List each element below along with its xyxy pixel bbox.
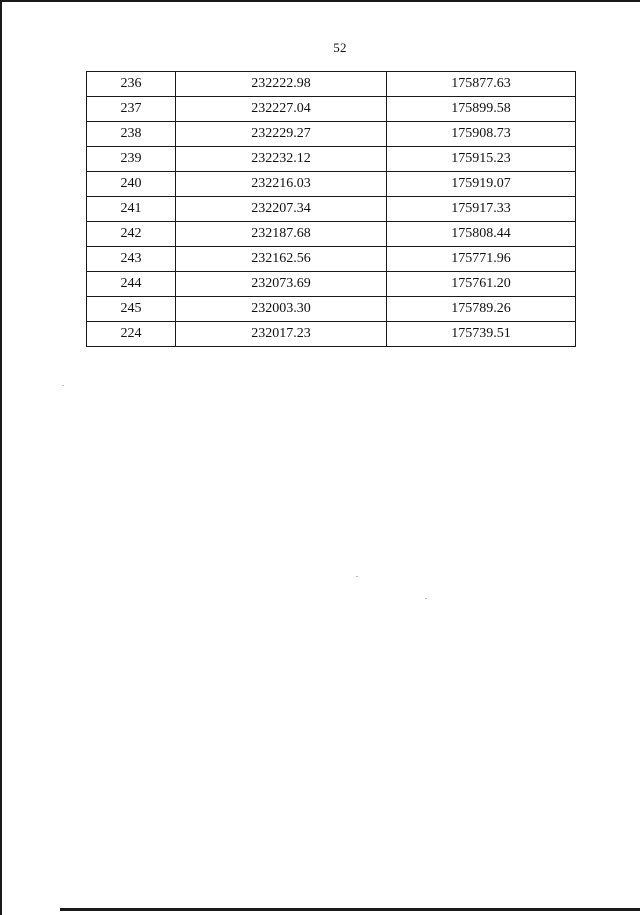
y-coordinate-cell: 175771.96 <box>387 247 576 272</box>
table-row <box>87 222 576 247</box>
point-number-cell: 244 <box>87 272 176 297</box>
point-number-cell: 241 <box>87 197 176 222</box>
table-row <box>87 122 576 147</box>
table-row <box>87 247 576 272</box>
x-coordinate-cell: 232229.27 <box>176 122 387 147</box>
scan-edge-left <box>0 0 2 915</box>
point-number-cell: 245 <box>87 297 176 322</box>
point-number-cell: 236 <box>87 72 176 97</box>
table-row <box>87 272 576 297</box>
table-row <box>87 197 576 222</box>
scan-edge-top <box>0 0 640 2</box>
point-number-cell: 224 <box>87 322 176 347</box>
point-number-cell: 238 <box>87 122 176 147</box>
table-row <box>87 322 576 347</box>
table-row <box>87 297 576 322</box>
x-coordinate-cell: 232207.34 <box>176 197 387 222</box>
y-coordinate-cell: 175739.51 <box>387 322 576 347</box>
point-number-cell: 237 <box>87 97 176 122</box>
table-row <box>87 97 576 122</box>
scan-speck <box>425 598 427 599</box>
x-coordinate-cell: 232222.98 <box>176 72 387 97</box>
coordinates-table <box>86 71 576 347</box>
x-coordinate-cell: 232162.56 <box>176 247 387 272</box>
x-coordinate-cell: 232073.69 <box>176 272 387 297</box>
table-row <box>87 72 576 97</box>
y-coordinate-cell: 175919.07 <box>387 172 576 197</box>
scan-edge-bottom <box>60 908 640 911</box>
page-number: 52 <box>333 40 347 55</box>
y-coordinate-cell: 175789.26 <box>387 297 576 322</box>
scan-speck <box>356 576 358 577</box>
point-number-cell: 243 <box>87 247 176 272</box>
x-coordinate-cell: 232227.04 <box>176 97 387 122</box>
x-coordinate-cell: 232017.23 <box>176 322 387 347</box>
y-coordinate-cell: 175761.20 <box>387 272 576 297</box>
y-coordinate-cell: 175899.58 <box>387 97 576 122</box>
table-row <box>87 147 576 172</box>
y-coordinate-cell: 175915.23 <box>387 147 576 172</box>
point-number-cell: 242 <box>87 222 176 247</box>
scan-speck <box>62 385 64 386</box>
point-number-cell: 239 <box>87 147 176 172</box>
x-coordinate-cell: 232216.03 <box>176 172 387 197</box>
x-coordinate-cell: 232232.12 <box>176 147 387 172</box>
table-row <box>87 172 576 197</box>
x-coordinate-cell: 232187.68 <box>176 222 387 247</box>
y-coordinate-cell: 175877.63 <box>387 72 576 97</box>
y-coordinate-cell: 175908.73 <box>387 122 576 147</box>
x-coordinate-cell: 232003.30 <box>176 297 387 322</box>
y-coordinate-cell: 175917.33 <box>387 197 576 222</box>
y-coordinate-cell: 175808.44 <box>387 222 576 247</box>
point-number-cell: 240 <box>87 172 176 197</box>
